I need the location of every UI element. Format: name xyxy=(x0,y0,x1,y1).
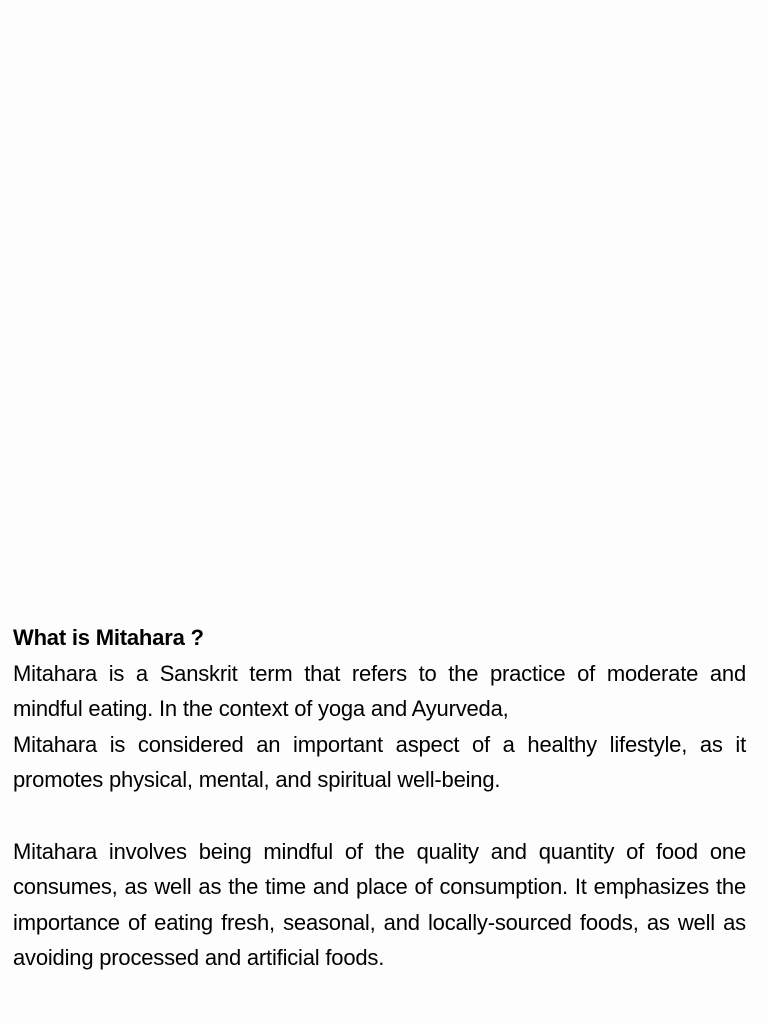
paragraph-definition: Mitahara is a Sanskrit term that refers to the practice of moderate and mindful eating. In the context of yoga and Ayurveda, xyxy=(13,660,746,722)
article-content xyxy=(13,620,746,976)
article-heading: What is Mitahara ? xyxy=(13,625,204,650)
paragraph-spacer xyxy=(13,798,746,834)
paragraph-quality-quantity: Mitahara involves being mindful of the quality and quantity of food one consumes, as well as the time and place of consumption. It emphasizes the importance of eating fresh, seasonal, and locally-sourced foods, as well as avoiding processed and artificial foods. xyxy=(13,838,746,971)
paragraph-importance: Mitahara is considered an important aspect of a healthy lifestyle, as it promotes physical, mental, and spiritual well-being. xyxy=(13,731,746,793)
